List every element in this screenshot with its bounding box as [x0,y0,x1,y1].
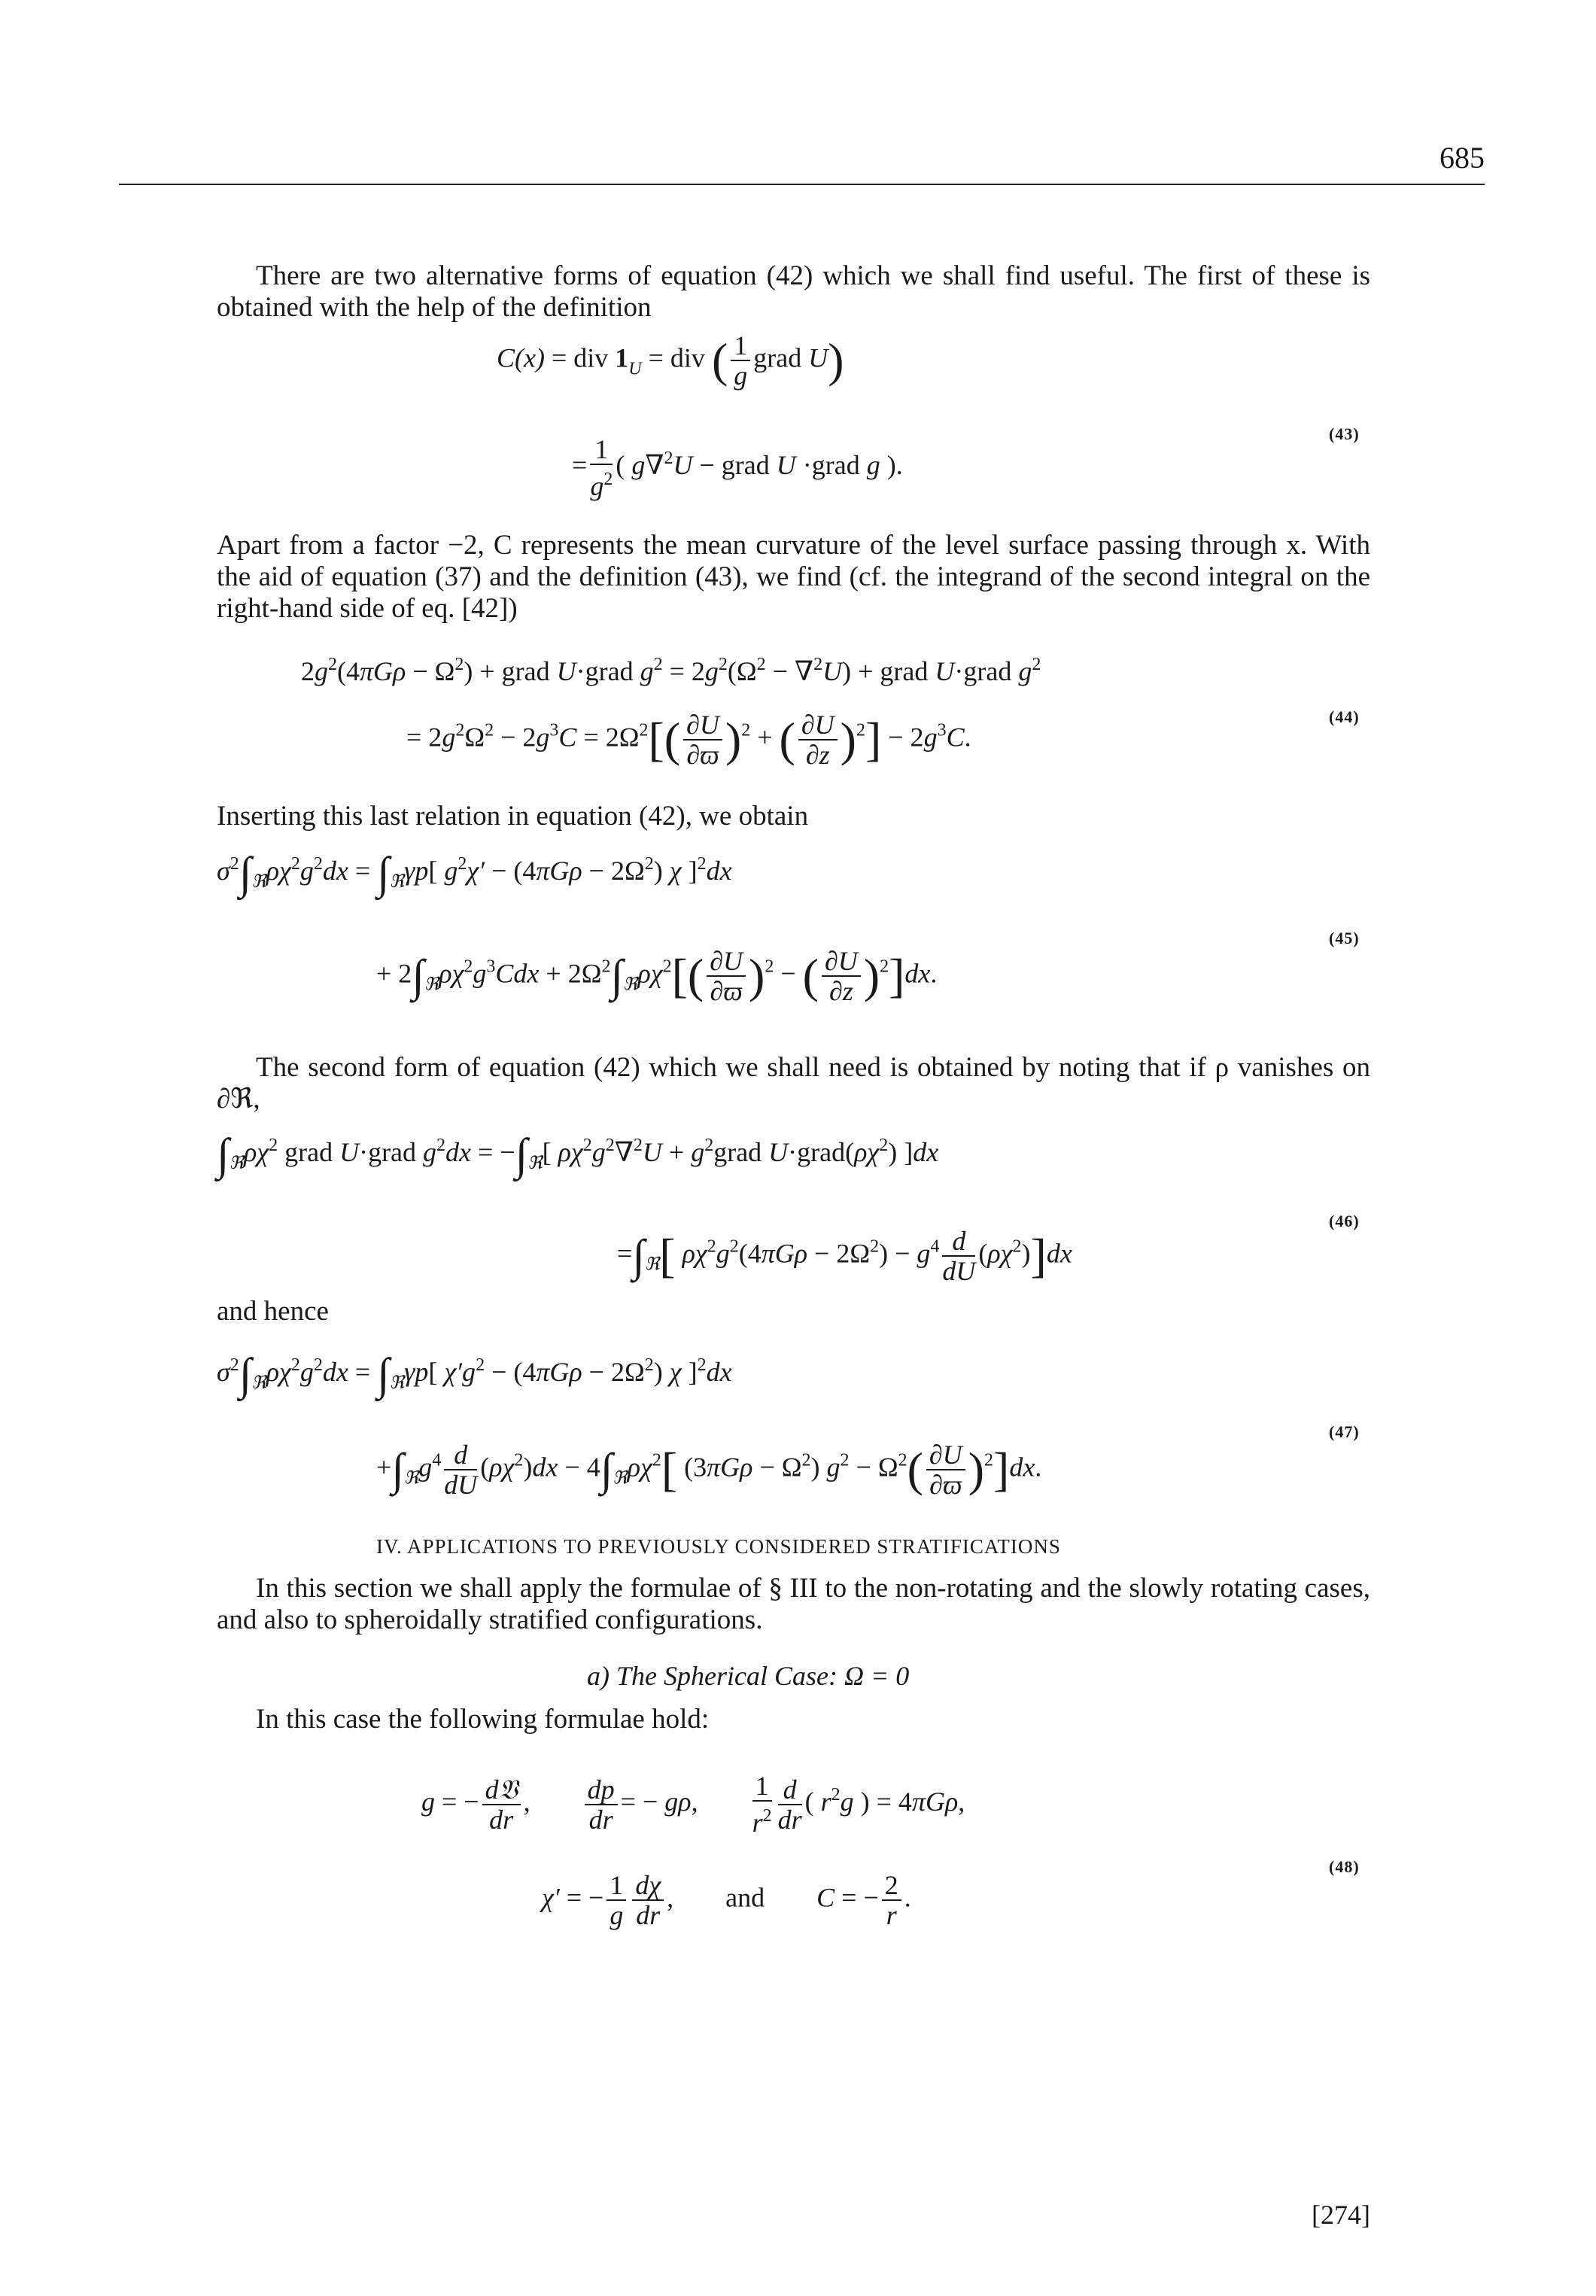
equation-48-line2: χ′ = − $\frac{1}{g}$ $\frac{d\chi}{dr}$ , and C = − $\frac{2}{r}$ . [542,1870,911,1930]
paragraph-2 [217,530,1370,625]
paragraph-1-text: There are two alternative forms of equation (42) which we shall find useful. The first of these is obtained with the help of the definition [217,260,1370,323]
equation-48-line1: g = − $\frac{\text{d𝔙}}{dr}$ , $\frac{dp}{dr}$ = − gρ, $\frac{1}{r^2}$ $\frac{d}{dr}$ ( $r^2g$ ) = 4πGρ, [421,1771,965,1838]
paragraph-6 [217,1573,1370,1636]
paragraph-7-text: In this case the following formulae hold: [256,1704,710,1735]
equation-number-44: (44) [1329,707,1360,726]
equation-number-46: (46) [1329,1212,1360,1230]
paragraph-2-text: Apart from a factor −2, C represents the mean curvature of the level surface passing through x. With the aid of equation (37) and the definition (43), we find (cf. the integrand of the second integral on the right-hand side of eq. [42]) [217,530,1370,624]
equation-44-line1: $2g^2(4\pi G\rho - \Omega^2)$ + grad U·grad $g^2 = 2g^2(\Omega^2 - \nabla^2U)$ + grad U·grad $g^2$ [301,655,1041,686]
paragraph-4 [217,1052,1370,1115]
paragraph-3 [217,801,1370,832]
equation-44-line2: = $2g^2\Omega^2 - 2g^3C = 2\Omega^2$[( $\frac{\partial U}{\partial ϖ}$ )$^2$ + ( $\frac{\partial U}{\partial z}$ )$^2] - 2g^3C$. [406,710,971,770]
equation-45-line2: + $2\int_ℜ\rho\chi^2g^3Cdx + 2\Omega^2\int_ℜ\rho\chi^2$[( $\frac{\partial U}{\partial ϖ}$ )$^2$ − ( $\frac{\partial U}{\partial z}$ )$^2$]dx. [376,946,938,1006]
section-heading: IV. APPLICATIONS TO PREVIOUSLY CONSIDERED STRATIFICATIONS [376,1535,1061,1558]
equation-47-line1: $\sigma^2\int_ℜ\rho\chi^2g^2dx = \int_ℜ\gamma p$[ $\chi'g^2 - (4\pi G\rho - 2\Omega^2)$ χ ]$^2$dx [217,1349,732,1399]
equation-43-line1: C(x) = div $1_U$ = div ( $\frac{1}{g}$ grad U) [497,330,844,391]
page-number: 685 [1439,141,1485,175]
paragraph-6-text: In this section we shall apply the formulae of § III to the non-rotating and the slowly rotating cases, and also to spheroidally stratified configurations. [217,1573,1370,1635]
equation-46-line2: $=\int_ℜ$[ $\rho\chi^2g^2(4\pi G\rho - 2\Omega^2) - g^4$ $\frac{d}{dU}$ $(\rho\chi^2)]dx$ [617,1226,1072,1286]
paragraph-7 [217,1704,1370,1735]
equation-number-45: (45) [1329,929,1360,947]
equation-46-line1: $\int_ℜ\rho\chi^2$ grad U·grad $g^2dx = -\int_ℜ$[ $\rho\chi^2g^2\nabla^2U$ + $g^2grad$ $U\cdot grad(\rho\chi^2)$ ]dx [217,1130,939,1179]
equation-45-line1: $\sigma^2\int_ℜ\rho\chi^2g^2dx = \int_ℜ\gamma p$[ $g^2\chi' - (4\pi G\rho - 2\Omega^2)$ χ ]$^2$dx [217,848,732,898]
paragraph-3-text: Inserting this last relation in equation (42), we obtain [217,801,809,832]
equation-47-line2: $+\int_ℜg^4$ $\frac{d}{dU}$ $(\rho\chi^2)dx - 4\int_ℜ\rho\chi^2$[ $(3\pi G\rho - \Omega^2)$ $g^2 - \Omega^2$( $\frac{\partial U}{\partial ϖ}$ )$^2$]dx. [376,1440,1042,1500]
header-rule [119,184,1485,185]
paragraph-5 [217,1296,1370,1327]
paragraph-4-text: The second form of equation (42) which we shall need is obtained by noting that if ρ vanishes on ∂ℜ, [217,1052,1370,1115]
equation-number-47: (47) [1329,1422,1360,1441]
equation-number-43: (43) [1329,424,1360,443]
paragraph-5-text: and hence [217,1296,329,1327]
equation-43-line2: = $\frac{1}{g^2}$ ( g∇$^2$U − grad U ·grad g ). [572,434,903,501]
paragraph-1 [217,260,1370,324]
equation-number-48: (48) [1329,1857,1360,1876]
subsection-heading: a) The Spherical Case: Ω = 0 [587,1661,910,1691]
footer-page-number: [274] [1312,2200,1370,2230]
